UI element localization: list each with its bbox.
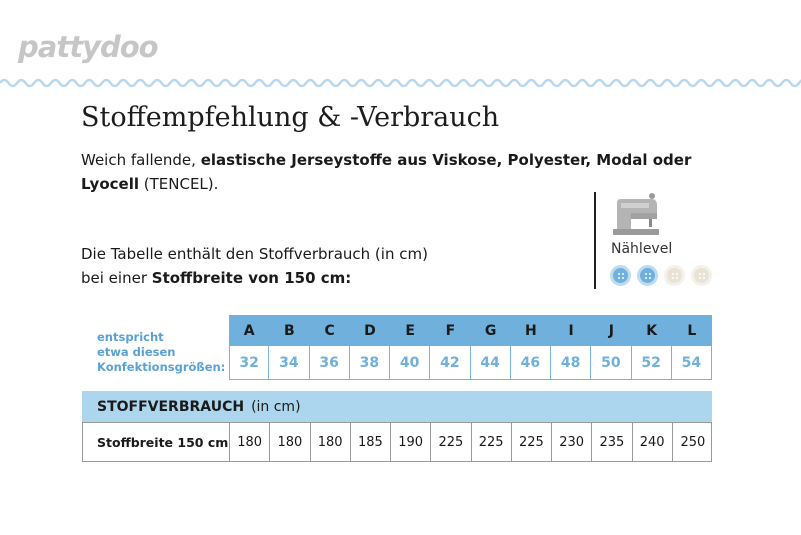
size-number-cell: 40: [390, 346, 430, 380]
size-number-cell: 34: [269, 346, 309, 380]
sewing-level-rating: [610, 265, 712, 286]
size-letter-cell: J: [591, 315, 631, 346]
pattydoo-logo: pattydoo: [18, 30, 158, 64]
level-button-icon: [610, 265, 631, 286]
fabric-recommendation: [81, 148, 721, 196]
size-letter-cell: L: [672, 315, 712, 346]
size-number-cell: 52: [632, 346, 672, 380]
consumption-value-cell: 225: [431, 423, 471, 461]
size-number-cell: 54: [672, 346, 712, 380]
consumption-value-cell: 250: [680, 434, 706, 450]
consumption-header: [82, 391, 712, 422]
table-row: [82, 422, 712, 462]
consumption-value-cell: 180: [311, 423, 351, 461]
consumption-value-cell: 240: [633, 423, 673, 461]
size-letter-cell: G: [471, 315, 511, 346]
level-button-icon: [691, 265, 712, 286]
size-table: [229, 315, 712, 380]
size-letter-cell: B: [269, 315, 309, 346]
page-title: Stoffempfehlung & -Verbrauch: [81, 102, 500, 133]
size-letter-cell: C: [310, 315, 350, 346]
size-number-cell: 48: [551, 346, 591, 380]
size-letter-cell: A: [229, 315, 269, 346]
consumption-header-title: STOFFVERBRAUCH: [97, 398, 245, 415]
table-note-line2: [81, 266, 561, 290]
table-note-line1: Die Tabelle enthält den Stoffverbrauch (in cm): [81, 245, 428, 263]
intro-bold: elastische Jerseystoffe aus Viskose, Polyester, Modal oder Lyocell: [81, 151, 692, 193]
consumption-value-cell: 225: [472, 423, 512, 461]
consumption-value-cell: 230: [552, 423, 592, 461]
size-letter-cell: D: [350, 315, 390, 346]
consumption-value-cell: 185: [351, 423, 391, 461]
consumption-value-cell: 235: [592, 423, 632, 461]
table-note-line2-prefix: bei einer: [81, 269, 152, 287]
level-button-icon: [637, 265, 658, 286]
wave-divider: [0, 76, 801, 90]
consumption-header-unit: (in cm): [251, 398, 301, 415]
sewing-machine-icon: [611, 191, 663, 237]
table-note: [81, 242, 561, 290]
size-number-cell: 44: [471, 346, 511, 380]
intro-suffix: (TENCEL).: [138, 175, 219, 193]
consumption-value-cell: 180: [230, 423, 270, 461]
size-number-cell: 38: [350, 346, 390, 380]
size-letter-cell: H: [511, 315, 551, 346]
intro-prefix: Weich fallende,: [81, 151, 201, 169]
level-button-icon: [664, 265, 685, 286]
size-number-cell: 32: [229, 346, 269, 380]
consumption-value-cell: 225: [512, 423, 552, 461]
sewing-level-label: Nählevel: [611, 241, 673, 257]
consumption-value-cell: 190: [391, 423, 431, 461]
size-number-cell: 42: [430, 346, 470, 380]
size-letter-cell: E: [390, 315, 430, 346]
size-number-cell: 46: [511, 346, 551, 380]
size-letter-cell: K: [632, 315, 672, 346]
row-label: Stoffbreite 150 cm: [83, 423, 230, 461]
size-caption: entspricht etwa diesen Konfektionsgrößen:: [97, 330, 226, 374]
size-letter-cell: I: [551, 315, 591, 346]
size-number-cell: 36: [310, 346, 350, 380]
size-number-cell: 50: [591, 346, 631, 380]
consumption-table: [82, 391, 712, 462]
table-note-line2-bold: Stoffbreite von 150 cm:: [151, 269, 352, 287]
divider-line: [594, 192, 596, 289]
size-letter-cell: F: [430, 315, 470, 346]
consumption-value-cell: 180: [270, 423, 310, 461]
